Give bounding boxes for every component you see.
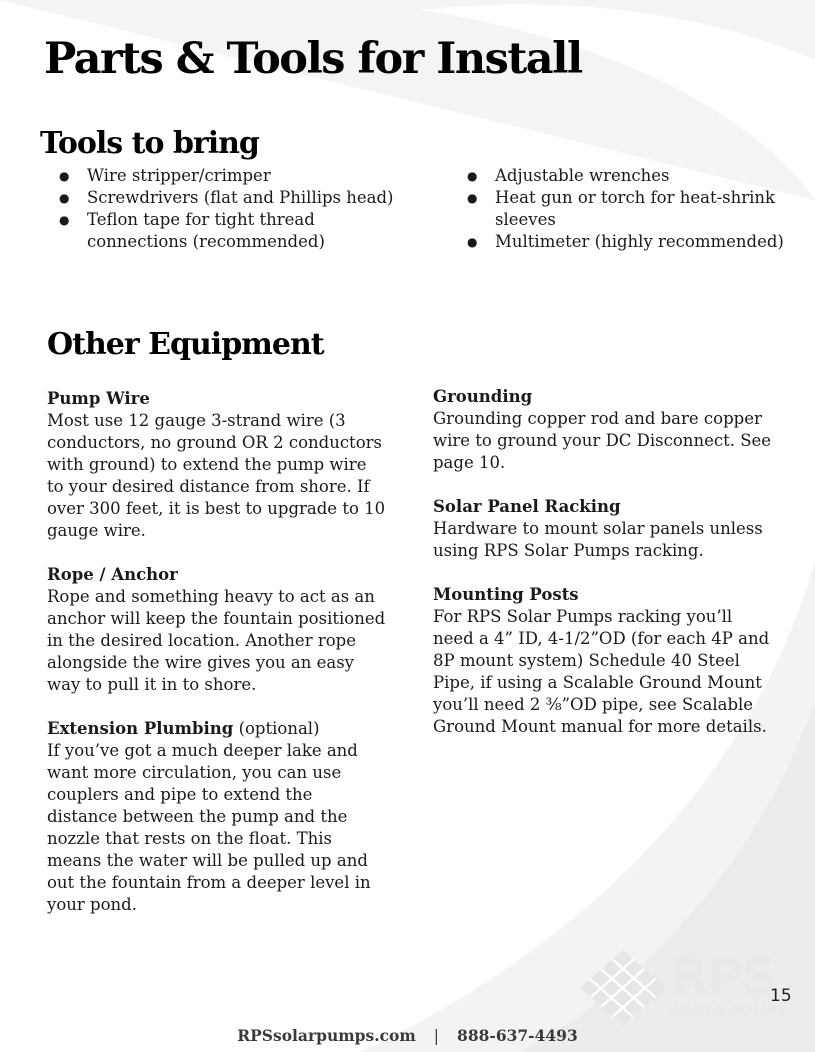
logo-text: RPS — [670, 948, 776, 1006]
grounding-title: Grounding — [433, 387, 533, 406]
list-item — [46, 209, 416, 253]
list-item — [454, 187, 784, 231]
bullet-icon: ● — [59, 169, 70, 183]
list-item — [454, 165, 784, 187]
tools-list-left — [46, 165, 416, 253]
tool-label: Wire stripper/crimper — [87, 166, 271, 185]
mounting-posts-body: For RPS Solar Pumps racking you’ll need a 4” ID, 4-1/2”OD (for each 4P and 8P mount system) Schedule 40 Steel Pipe, if using a Scalable Ground Mount you’ll need 2 ⅜”OD pipe, see Scalable Ground Mount manual for more details. — [433, 607, 770, 736]
bullet-icon: ● — [467, 169, 478, 183]
solar-panel-racking-title: Solar Panel Racking — [433, 497, 621, 516]
logo-subtext: WATER PUMPS — [668, 1004, 789, 1020]
tools-heading: Tools to bring — [40, 126, 259, 161]
bullet-icon: ● — [59, 191, 70, 205]
bullet-icon: ● — [59, 213, 70, 227]
extension-plumbing-body: If you’ve got a much deeper lake and want more circulation, you can use couplers and pipe to extend the distance between the pump and the nozzle that rests on the float. This means the water will be pulled up and out the fountain from a deeper level in your pond. — [47, 741, 371, 914]
equipment-column-left — [47, 388, 387, 938]
grounding-block — [433, 386, 773, 474]
page-number: 15 — [770, 986, 792, 1006]
solar-panel-logo-icon — [578, 948, 668, 1028]
tools-list-right — [454, 165, 784, 253]
rope-anchor-body: Rope and something heavy to act as an anchor will keep the fountain positioned in the desired location. Another rope alongside the wire gives you an easy way to pull it in to shore. — [47, 587, 386, 694]
solar-panel-racking-body: Hardware to mount solar panels unless using RPS Solar Pumps racking. — [433, 519, 763, 560]
pump-wire-body: Most use 12 gauge 3-strand wire (3 conductors, no ground OR 2 conductors with ground) to extend the pump wire to your desired distance from shore. If over 300 feet, it is best to upgrade to 10 gauge wire. — [47, 411, 386, 540]
footer-website-link[interactable]: RPSsolarpumps.com — [237, 1026, 416, 1045]
tool-label: Teflon tape for tight thread connections (recommended) — [87, 210, 325, 251]
extension-plumbing-block — [47, 718, 387, 916]
footer-separator: | — [433, 1027, 440, 1045]
tool-label: Multimeter (highly recommended) — [495, 232, 784, 251]
list-item — [454, 231, 784, 253]
page-title: Parts & Tools for Install — [44, 34, 582, 84]
rope-anchor-title: Rope / Anchor — [47, 565, 178, 584]
pump-wire-block — [47, 388, 387, 542]
bullet-icon: ● — [467, 191, 478, 205]
tool-label: Heat gun or torch for heat-shrink sleeves — [495, 188, 776, 229]
rope-anchor-block — [47, 564, 387, 696]
tool-label: Screwdrivers (flat and Phillips head) — [87, 188, 394, 207]
footer — [0, 1026, 815, 1045]
list-item — [46, 187, 416, 209]
optional-qualifier: (optional) — [238, 719, 320, 738]
rps-logo — [578, 948, 793, 1028]
extension-plumbing-title: Extension Plumbing — [47, 719, 234, 738]
equipment-column-right — [433, 386, 773, 760]
mounting-posts-block — [433, 584, 773, 738]
bullet-icon: ● — [467, 235, 478, 249]
grounding-body: Grounding copper rod and bare copper wire to ground your DC Disconnect. See page 10. — [433, 409, 772, 472]
equipment-heading: Other Equipment — [47, 327, 324, 362]
extension-plumbing-heading — [47, 718, 387, 740]
solar-panel-racking-block — [433, 496, 773, 562]
mounting-posts-title: Mounting Posts — [433, 585, 579, 604]
tool-label: Adjustable wrenches — [495, 166, 670, 185]
pump-wire-title: Pump Wire — [47, 389, 150, 408]
list-item — [46, 165, 416, 187]
footer-phone: 888-637-4493 — [457, 1026, 578, 1045]
